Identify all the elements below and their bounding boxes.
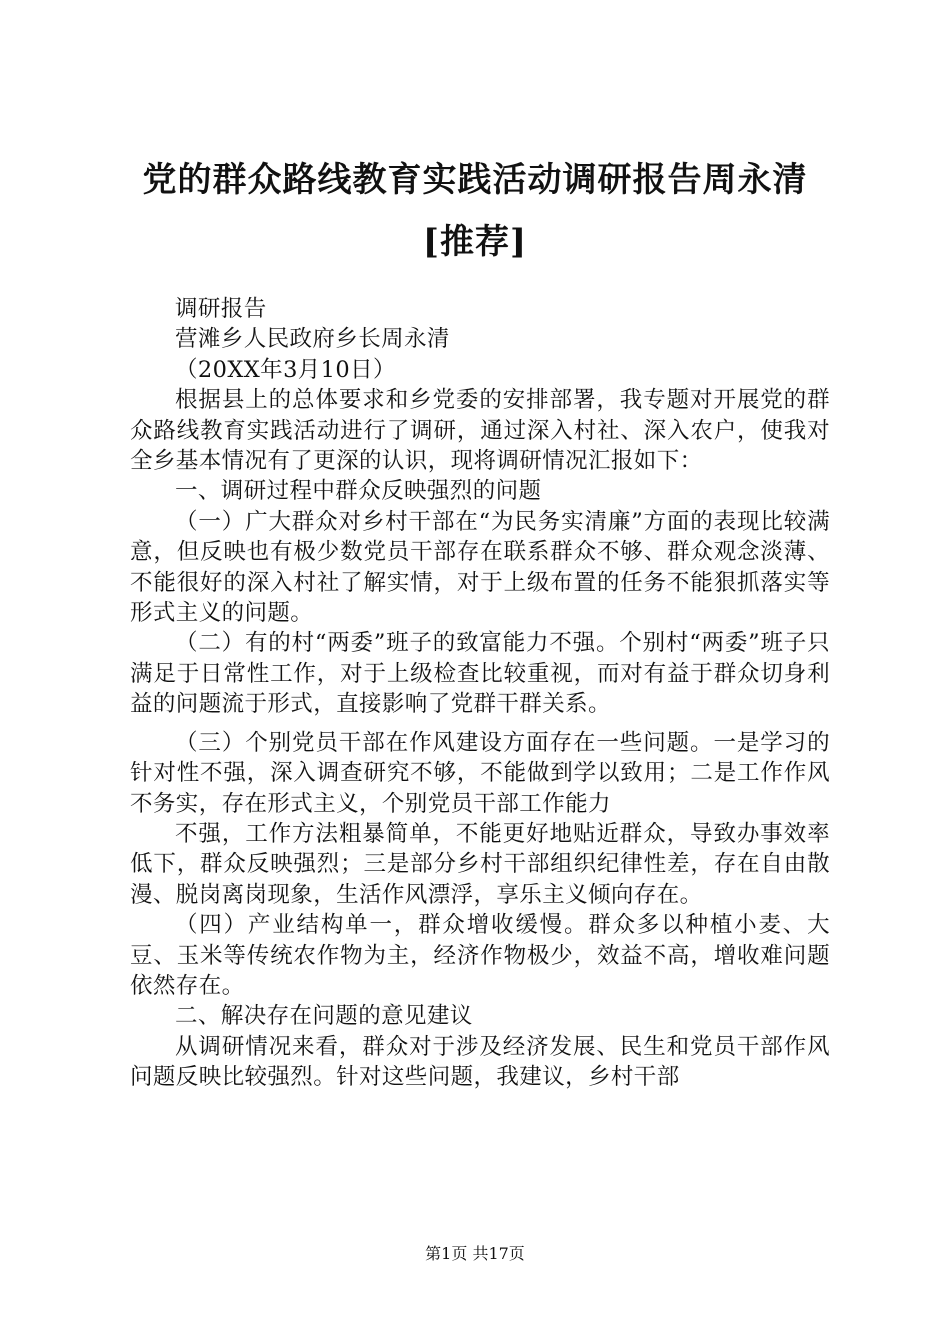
suggestion-paragraph: 从调研情况来看，群众对于涉及经济发展、民生和党员干部作风问题反映比较强烈。针对这些问题，我建议，乡村干部: [130, 1033, 830, 1091]
issue-paragraph-2: （二）有的村“两委”班子的致富能力不强。个别村“两委”班子只满足于日常性工作，对于上级检查比较重视，而对有益于群众切身利益的问题流于形式，直接影响了党群干群关系。: [130, 630, 830, 718]
issue-paragraph-1: （一）广大群众对乡村干部在“为民务实清廉”方面的表现比较满意，但反映也有极少数党员干部存在联系群众不够、群众观念淡薄、不能很好的深入村社了解实情，对于上级布置的任务不能狠抓落实等形式主义的问题。: [130, 508, 830, 627]
document-title-line2: [推荐]: [422, 222, 528, 262]
section-heading-2: 二、解决存在问题的意见建议: [175, 1003, 473, 1030]
author-line: 营滩乡人民政府乡长周永清: [175, 326, 450, 353]
date-line: （20XX年3月10日）: [175, 356, 396, 383]
issue-paragraph-4: （四）产业结构单一，群众增收缓慢。群众多以种植小麦、大豆、玉米等传统农作物为主，经济作物极少，效益不高，增收难问题依然存在。: [130, 912, 830, 999]
issue-paragraph-3-continued: 不强，工作方法粗暴简单，不能更好地贴近群众，导致办事效率低下，群众反映强烈；三是部分乡村干部组织纪律性差，存在自由散漫、脱岗离岗现象，生活作风漂浮，享乐主义倾向存在。: [130, 820, 830, 908]
intro-paragraph: 根据县上的总体要求和乡党委的安排部署，我专题对开展党的群众路线教育实践活动进行了调研，通过深入村社、深入农户，使我对全乡基本情况有了更深的认识，现将调研情况汇报如下：: [130, 387, 830, 475]
document-title-line1: 党的群众路线教育实践活动调研报告周永清: [142, 160, 808, 200]
page-footer: 第1页 共17页: [425, 1244, 525, 1263]
section-heading-1: 一、调研过程中群众反映强烈的问题: [175, 478, 542, 505]
report-label: 调研报告: [175, 296, 267, 322]
document-body: [130, 294, 830, 1093]
issue-paragraph-3: （三）个别党员干部在作风建设方面存在一些问题。一是学习的针对性不强，深入调查研究不够，不能做到学以致用；二是工作作风不务实，存在形式主义，个别党员干部工作能力: [130, 729, 830, 817]
